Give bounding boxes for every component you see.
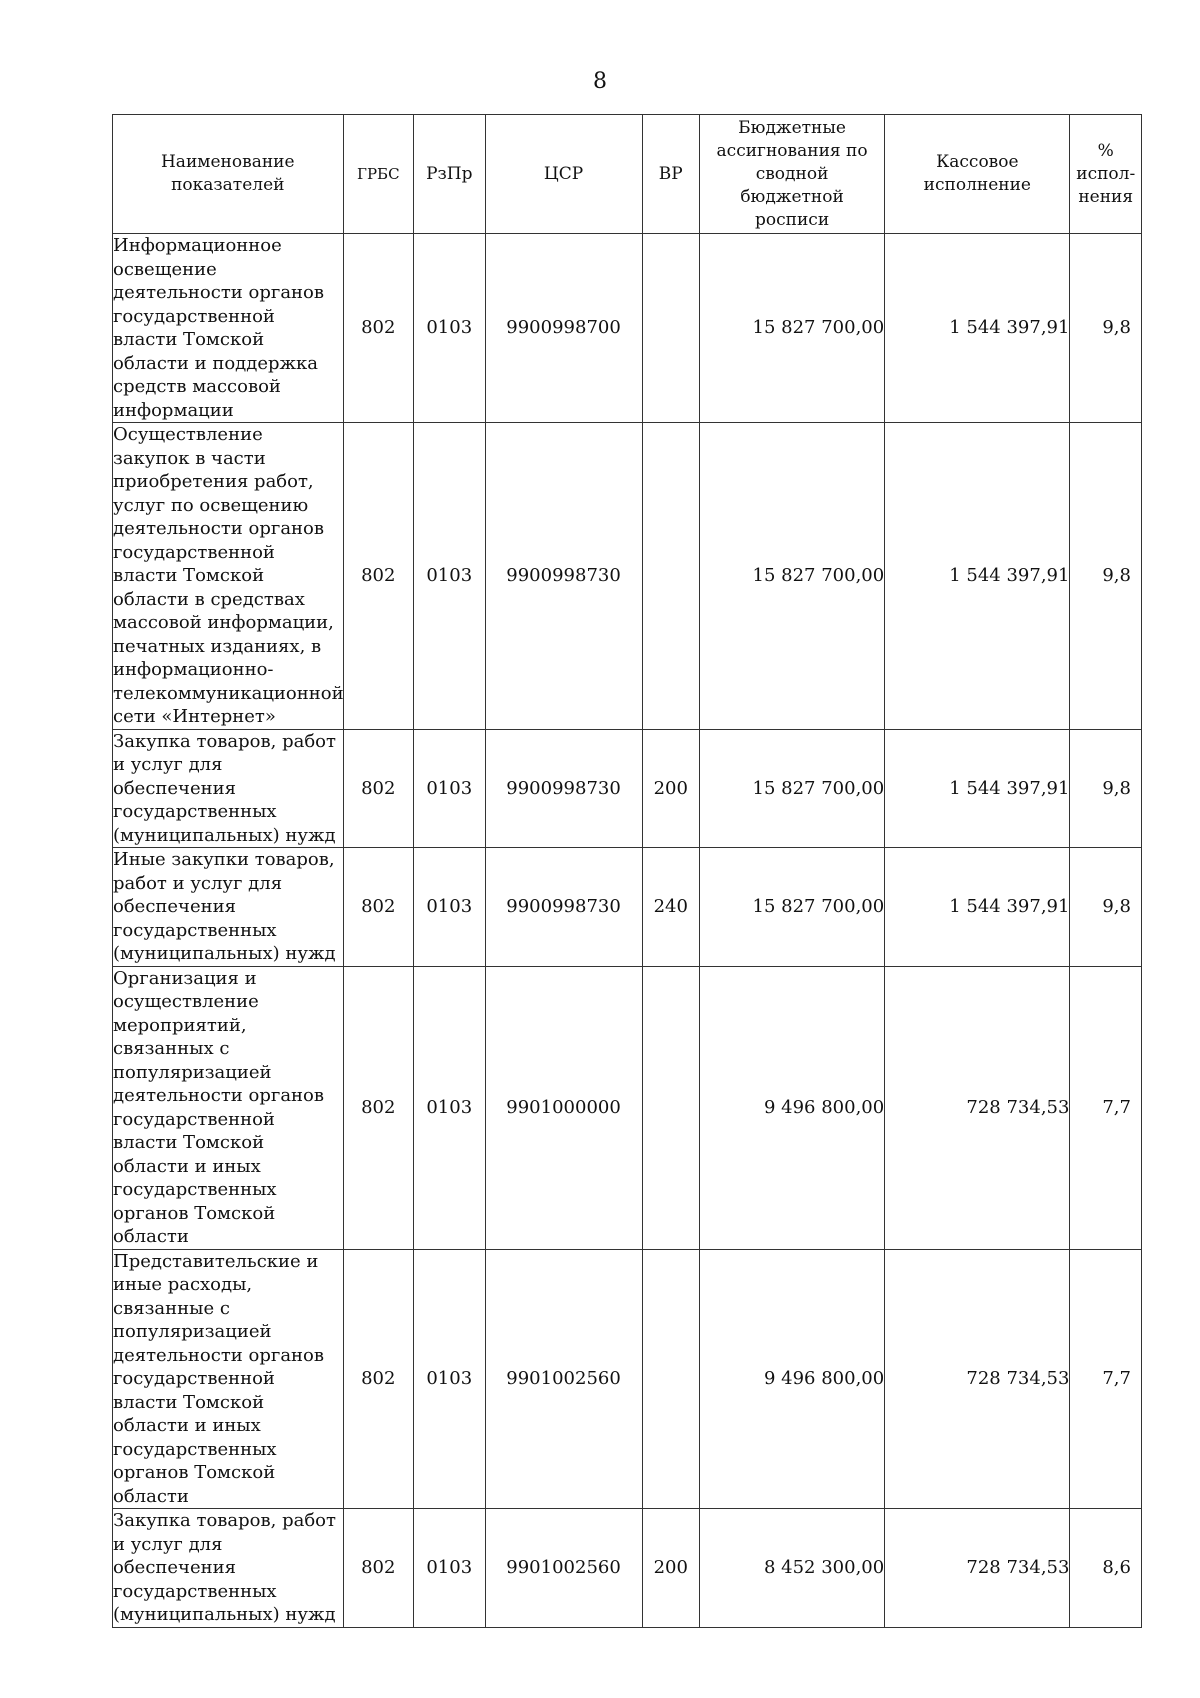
header-execution: Кассовое исполнение — [885, 115, 1070, 234]
header-name: Наименование показателей — [113, 115, 344, 234]
cell-grbs: 802 — [343, 729, 413, 848]
cell-execution: 728 734,53 — [885, 1509, 1070, 1628]
cell-allocations: 9 496 800,00 — [699, 1249, 884, 1509]
page-number: 8 — [593, 69, 607, 94]
cell-vr — [642, 234, 699, 423]
cell-percent: 9,8 — [1070, 729, 1142, 848]
cell-execution: 728 734,53 — [885, 966, 1070, 1249]
cell-allocations: 15 827 700,00 — [699, 234, 884, 423]
cell-grbs: 802 — [343, 234, 413, 423]
cell-rzpr: 0103 — [414, 234, 485, 423]
table-row — [113, 729, 1142, 848]
cell-allocations: 15 827 700,00 — [699, 423, 884, 730]
cell-csr: 9900998730 — [485, 848, 642, 967]
cell-csr: 9900998700 — [485, 234, 642, 423]
cell-csr: 9900998730 — [485, 729, 642, 848]
header-row — [113, 115, 1142, 234]
cell-vr — [642, 1249, 699, 1509]
cell-grbs: 802 — [343, 966, 413, 1249]
cell-grbs: 802 — [343, 848, 413, 967]
cell-execution: 1 544 397,91 — [885, 234, 1070, 423]
cell-vr: 200 — [642, 729, 699, 848]
cell-percent: 7,7 — [1070, 1249, 1142, 1509]
cell-csr: 9900998730 — [485, 423, 642, 730]
table-row — [113, 848, 1142, 967]
cell-csr: 9901002560 — [485, 1249, 642, 1509]
cell-name: Иные закупки товаров, работ и услуг для обеспечения государственных (муниципальных) нужд — [113, 848, 344, 967]
cell-percent: 9,8 — [1070, 848, 1142, 967]
cell-allocations: 15 827 700,00 — [699, 729, 884, 848]
table-row — [113, 423, 1142, 730]
budget-execution-table — [112, 114, 1142, 1628]
cell-rzpr: 0103 — [414, 1249, 485, 1509]
header-allocations: Бюджетные ассигнования по сводной бюджетной росписи — [699, 115, 884, 234]
cell-name: Осуществление закупок в части приобретения работ, услуг по освещению деятельности органов государственной власти Томской области в средствах массовой информации, печатных изданиях, в информационно-телекоммуникационной сети «Интернет» — [113, 424, 344, 727]
cell-rzpr: 0103 — [414, 423, 485, 730]
cell-rzpr: 0103 — [414, 966, 485, 1249]
cell-percent: 7,7 — [1070, 966, 1142, 1249]
cell-name: Представительские и иные расходы, связанные с популяризацией деятельности органов государственной власти Томской области и иных государственных органов Томской области — [113, 1249, 344, 1509]
cell-rzpr: 0103 — [414, 848, 485, 967]
cell-csr: 9901002560 — [485, 1509, 642, 1628]
cell-allocations: 8 452 300,00 — [699, 1509, 884, 1628]
cell-execution: 1 544 397,91 — [885, 848, 1070, 967]
cell-execution: 1 544 397,91 — [885, 423, 1070, 730]
cell-grbs: 802 — [343, 423, 413, 730]
cell-rzpr: 0103 — [414, 729, 485, 848]
cell-percent: 9,8 — [1070, 423, 1142, 730]
table-row — [113, 966, 1142, 1249]
cell-grbs: 802 — [343, 1509, 413, 1628]
cell-execution: 1 544 397,91 — [885, 729, 1070, 848]
table-row — [113, 1249, 1142, 1509]
cell-allocations: 9 496 800,00 — [699, 966, 884, 1249]
cell-execution: 728 734,53 — [885, 1249, 1070, 1509]
table-row — [113, 234, 1142, 423]
cell-vr: 200 — [642, 1509, 699, 1628]
cell-name: Закупка товаров, работ и услуг для обеспечения государственных (муниципальных) нужд — [113, 729, 344, 848]
cell-vr — [642, 966, 699, 1249]
cell-name: Организация и осуществление мероприятий, связанных с популяризацией деятельности органов государственной власти Томской области и иных государственных органов Томской области — [113, 966, 344, 1249]
header-csr: ЦСР — [485, 115, 642, 234]
header-percent: % испол-нения — [1070, 115, 1142, 234]
cell-rzpr: 0103 — [414, 1509, 485, 1628]
cell-percent: 9,8 — [1070, 234, 1142, 423]
cell-allocations: 15 827 700,00 — [699, 848, 884, 967]
table-row — [113, 1509, 1142, 1628]
cell-grbs: 802 — [343, 1249, 413, 1509]
cell-name: Информационное освещение деятельности органов государственной власти Томской области и поддержка средств массовой информации — [113, 234, 344, 423]
header-grbs: ГРБС — [343, 115, 413, 234]
header-vr: ВР — [642, 115, 699, 234]
cell-name: Закупка товаров, работ и услуг для обеспечения государственных (муниципальных) нужд — [113, 1509, 344, 1628]
cell-percent: 8,6 — [1070, 1509, 1142, 1628]
cell-vr — [642, 423, 699, 730]
header-rzpr: РзПр — [414, 115, 485, 234]
cell-vr: 240 — [642, 848, 699, 967]
cell-csr: 9901000000 — [485, 966, 642, 1249]
